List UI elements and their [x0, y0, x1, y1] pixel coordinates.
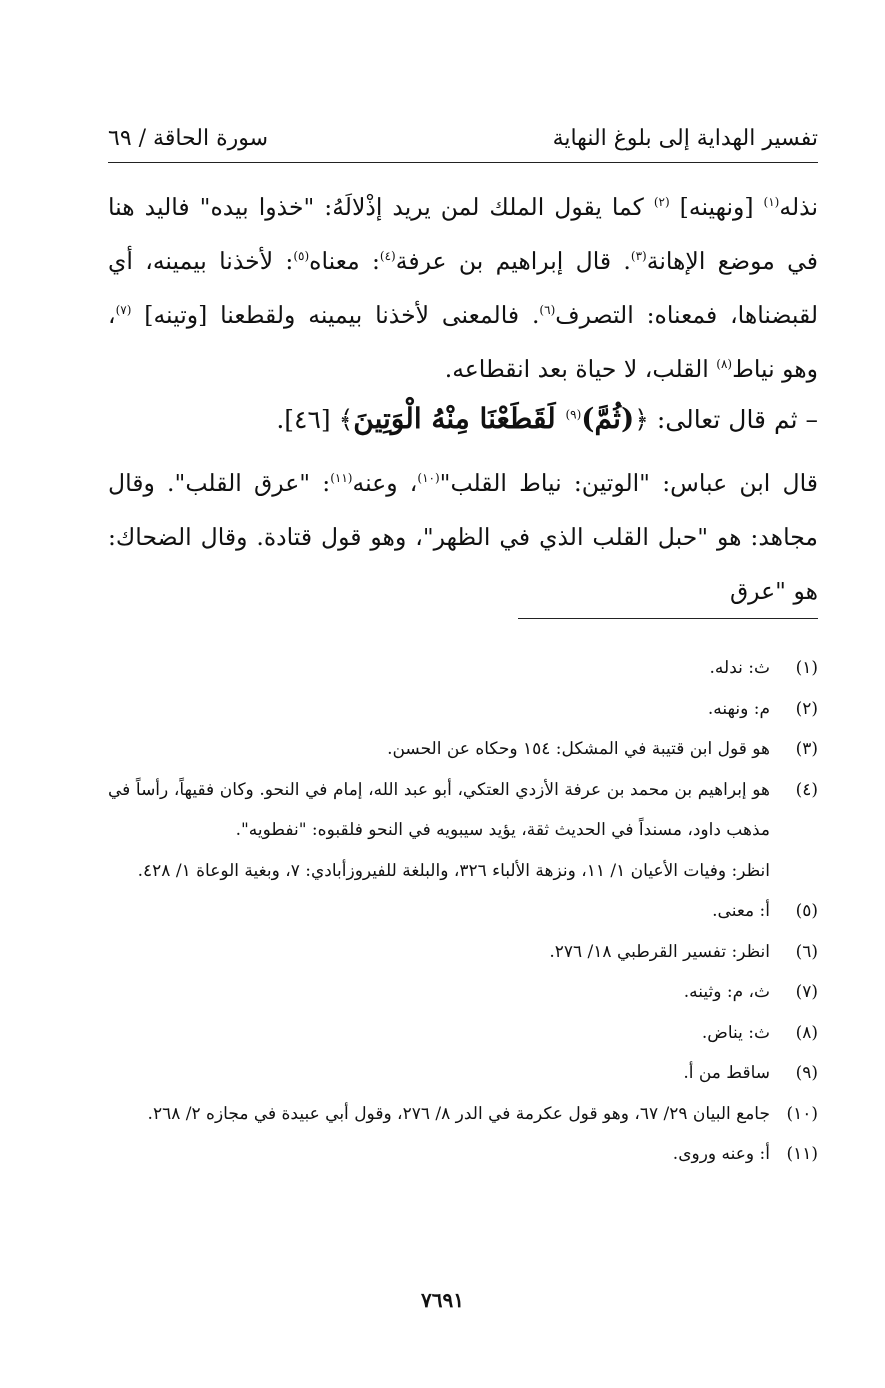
footnote-text: ث: يناض. [701, 1022, 770, 1043]
text-run: نذله [779, 193, 818, 221]
footnote-ref: (٢) [653, 195, 670, 210]
paragraph [108, 180, 818, 396]
footnote-item [108, 932, 818, 973]
footnote-number: (٧) [795, 982, 818, 1002]
text-run: : لأخذنا بيمينه، أي لقبضناها، فمعناه: التصرف [108, 247, 818, 329]
footnote-ref: (١) [763, 195, 780, 210]
footnote-ref: (٥) [293, 249, 310, 264]
footnote-number: (٨) [795, 1022, 818, 1043]
footnote-number: (٥) [795, 901, 818, 921]
footnote-divider [518, 618, 818, 619]
text-run: قال ابن عباس: "الوتين: نياط القلب" [439, 469, 819, 497]
footnote-number: (١) [795, 658, 818, 678]
text-run: . فالمعنى لأخذنا بيمينه ولقطعنا [وتينه] [131, 301, 540, 329]
footnote-item [108, 1053, 818, 1094]
footnote-text [108, 770, 770, 892]
footnote-text: ساقط من أ. [683, 1063, 770, 1083]
footnote-text: جامع البيان ٢٩/ ٦٧، وهو قول عكرمة في الدر ٨/ ٢٧٦، وقول أبي عبيدة في مجازه ٢/ ٢٦٨. [147, 1103, 770, 1124]
footnote-item [108, 1013, 818, 1054]
footnote-ref: (١١) [330, 471, 353, 486]
footnote-text-part: هو إبراهيم بن محمد بن عرفة الأزدي العتكي، أبو عبد الله، إمام في النحو. وكان فقيهاً، رأساً في مذهب داود، مسنداً في الحديث ثقة، يؤيد سيبويه في النحو فلقبوه: "نفطويه". [108, 779, 770, 840]
footnote-item [108, 648, 818, 689]
footnote-item [108, 729, 818, 770]
footnote-number: (١٠) [786, 1103, 818, 1124]
footnote-item [108, 1134, 818, 1175]
footnote-text: أ: وعنه وروى. [672, 1144, 770, 1164]
footnote-number: (٤) [795, 779, 818, 800]
footnote-ref: (٦) [539, 303, 556, 318]
text-run: . قال إبراهيم بن عرفة [395, 247, 631, 275]
footnote-ref: (٩) [565, 407, 582, 422]
quran-word: (ثُمَّ) [581, 402, 635, 435]
main-paragraph-2 [108, 456, 818, 618]
text-run: [ونهينه] [669, 193, 764, 221]
verse-suffix: ﴾ [٤٦]. [276, 405, 354, 434]
text-run: كما يقول الملك لمن يريد إذْلالَهُ: "خذوا بيده" فاليد هنا في موضع الإهانة [108, 193, 818, 275]
footnote-number: (١١) [786, 1144, 818, 1164]
text-run: ، وعنه [352, 469, 418, 497]
surah-title: سورة الحاقة / ٦٩ [108, 126, 269, 151]
footnote-item [108, 891, 818, 932]
footnote-number: (٣) [795, 739, 818, 759]
footnote-text: م: ونهنه. [707, 698, 770, 719]
footnote-number: (٦) [795, 941, 818, 962]
footnote-text: ث، م: وثينه. [683, 982, 770, 1002]
footnote-number: (٢) [795, 698, 818, 719]
footnote-ref: (٧) [115, 303, 132, 318]
quran-text: لَقَطَعْنَا مِنْهُ الْوَتِينَ [353, 402, 566, 435]
footnote-text-part: انظر: وفيات الأعيان ١/ ١١، ونزهة الألباء ٣٢٦، والبلغة للفيروزأبادي: ٧، وبغية الوعاة ١/ ٤٢٨. [137, 860, 770, 881]
main-paragraph-1 [108, 180, 818, 396]
running-header [108, 118, 818, 163]
footnote-ref: (٣) [630, 249, 647, 264]
footnote-ref: (٤) [379, 249, 396, 264]
footnote-number: (٩) [795, 1063, 818, 1083]
footnote-ref: (٨) [716, 357, 733, 372]
footnotes-list [108, 648, 818, 1175]
text-run: ، وهو نياط [108, 301, 818, 383]
footnote-item [108, 689, 818, 730]
page-number: ٧٦٩١ [421, 1288, 464, 1312]
verse-citation [108, 392, 818, 447]
footnote-text: ث: ندله. [709, 658, 770, 678]
footnote-text: هو قول ابن قتيبة في المشكل: ١٥٤ وحكاه عن الحسن. [387, 739, 770, 759]
footnote-text: انظر: تفسير القرطبي ١٨/ ٢٧٦. [549, 941, 770, 962]
footnote-item [108, 1094, 818, 1135]
footnote-ref: (١٠) [417, 471, 440, 486]
verse-prefix: – ثم قال تعالى: ﴿ [634, 405, 818, 434]
footnote-item [108, 972, 818, 1013]
footnote-text: أ: معنى. [712, 901, 770, 921]
text-run: : معناه [309, 247, 380, 275]
text-run: : "عرق القلب". وقال مجاهد: هو "حبل القلب الذي في الظهر"، وهو قول قتادة. وقال الضحاك: هو "عرق [108, 469, 818, 605]
book-title: تفسير الهداية إلى بلوغ النهاية [552, 126, 818, 151]
footnote-item [108, 770, 818, 892]
text-run: القلب، لا حياة بعد انقطاعه. [444, 355, 717, 383]
